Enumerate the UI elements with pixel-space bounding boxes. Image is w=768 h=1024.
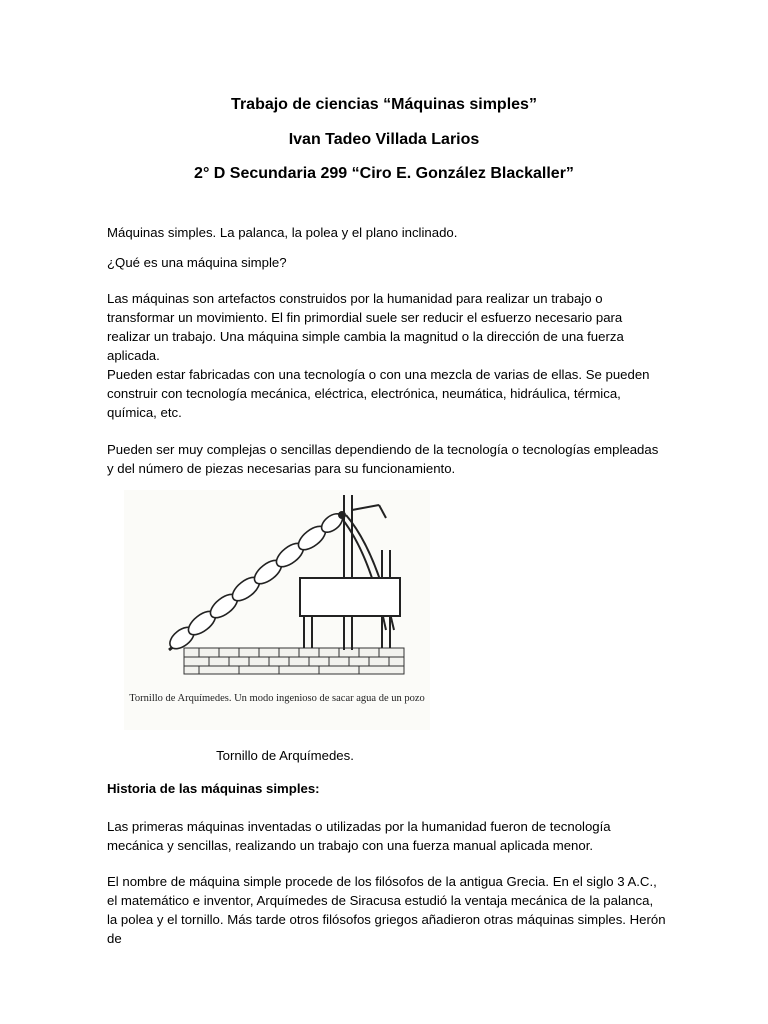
figure-inner-caption: Tornillo de Arquímedes. Un modo ingenioso de sacar agua de un pozo xyxy=(129,693,425,704)
definition-paragraph: Las máquinas son artefactos construidos por la humanidad para realizar un trabajo o transformar un movimiento. El fin primordial suele ser reducir el esfuerzo necesario para realizar un trabajo. Una máquina simple cambia la magnitud o la dirección de una fuerza aplicada. xyxy=(107,291,624,363)
archimedes-screw-figure xyxy=(124,490,430,730)
archimedes-screw-illustration xyxy=(124,490,430,690)
figure-caption: Tornillo de Arquímedes. xyxy=(216,748,354,763)
history-heading: Historia de las máquinas simples: xyxy=(107,781,320,796)
question-heading: ¿Qué es una máquina simple? xyxy=(107,255,287,270)
complexity-paragraph: Pueden ser muy complejas o sencillas dependiendo de la tecnología o tecnologías empleadas y del número de piezas necesarias para su funcionamiento. xyxy=(107,442,659,476)
materials-paragraph: Pueden estar fabricadas con una tecnología o con una mezcla de varias de ellas. Se pueden construir con tecnología mecánica, eléctrica, electrónica, neumática, hidráulica, térmica, química, etc. xyxy=(107,367,650,420)
intro-paragraph: Máquinas simples. La palanca, la polea y el plano inclinado. xyxy=(107,225,458,240)
author-name: Ivan Tadeo Villada Larios xyxy=(288,131,480,148)
history-paragraph-1: Las primeras máquinas inventadas o utilizadas por la humanidad fueron de tecnología mecánica y sencillas, realizando un trabajo con una fuerza manual aplicada menor. xyxy=(107,819,611,853)
school-line: 2° D Secundaria 299 “Ciro E. González Blackaller” xyxy=(194,165,574,182)
history-paragraph-2: El nombre de máquina simple procede de los filósofos de la antigua Grecia. En el siglo 3 A.C., el matemático e inventor, Arquímedes de Siracusa estudió la ventaja mecánica de la palanca, la polea y el tornillo. Más tarde otros filósofos griegos añadieron otras máquinas simples. Herón de xyxy=(107,874,666,946)
document-title: Trabajo de ciencias “Máquinas simples” xyxy=(231,96,537,113)
